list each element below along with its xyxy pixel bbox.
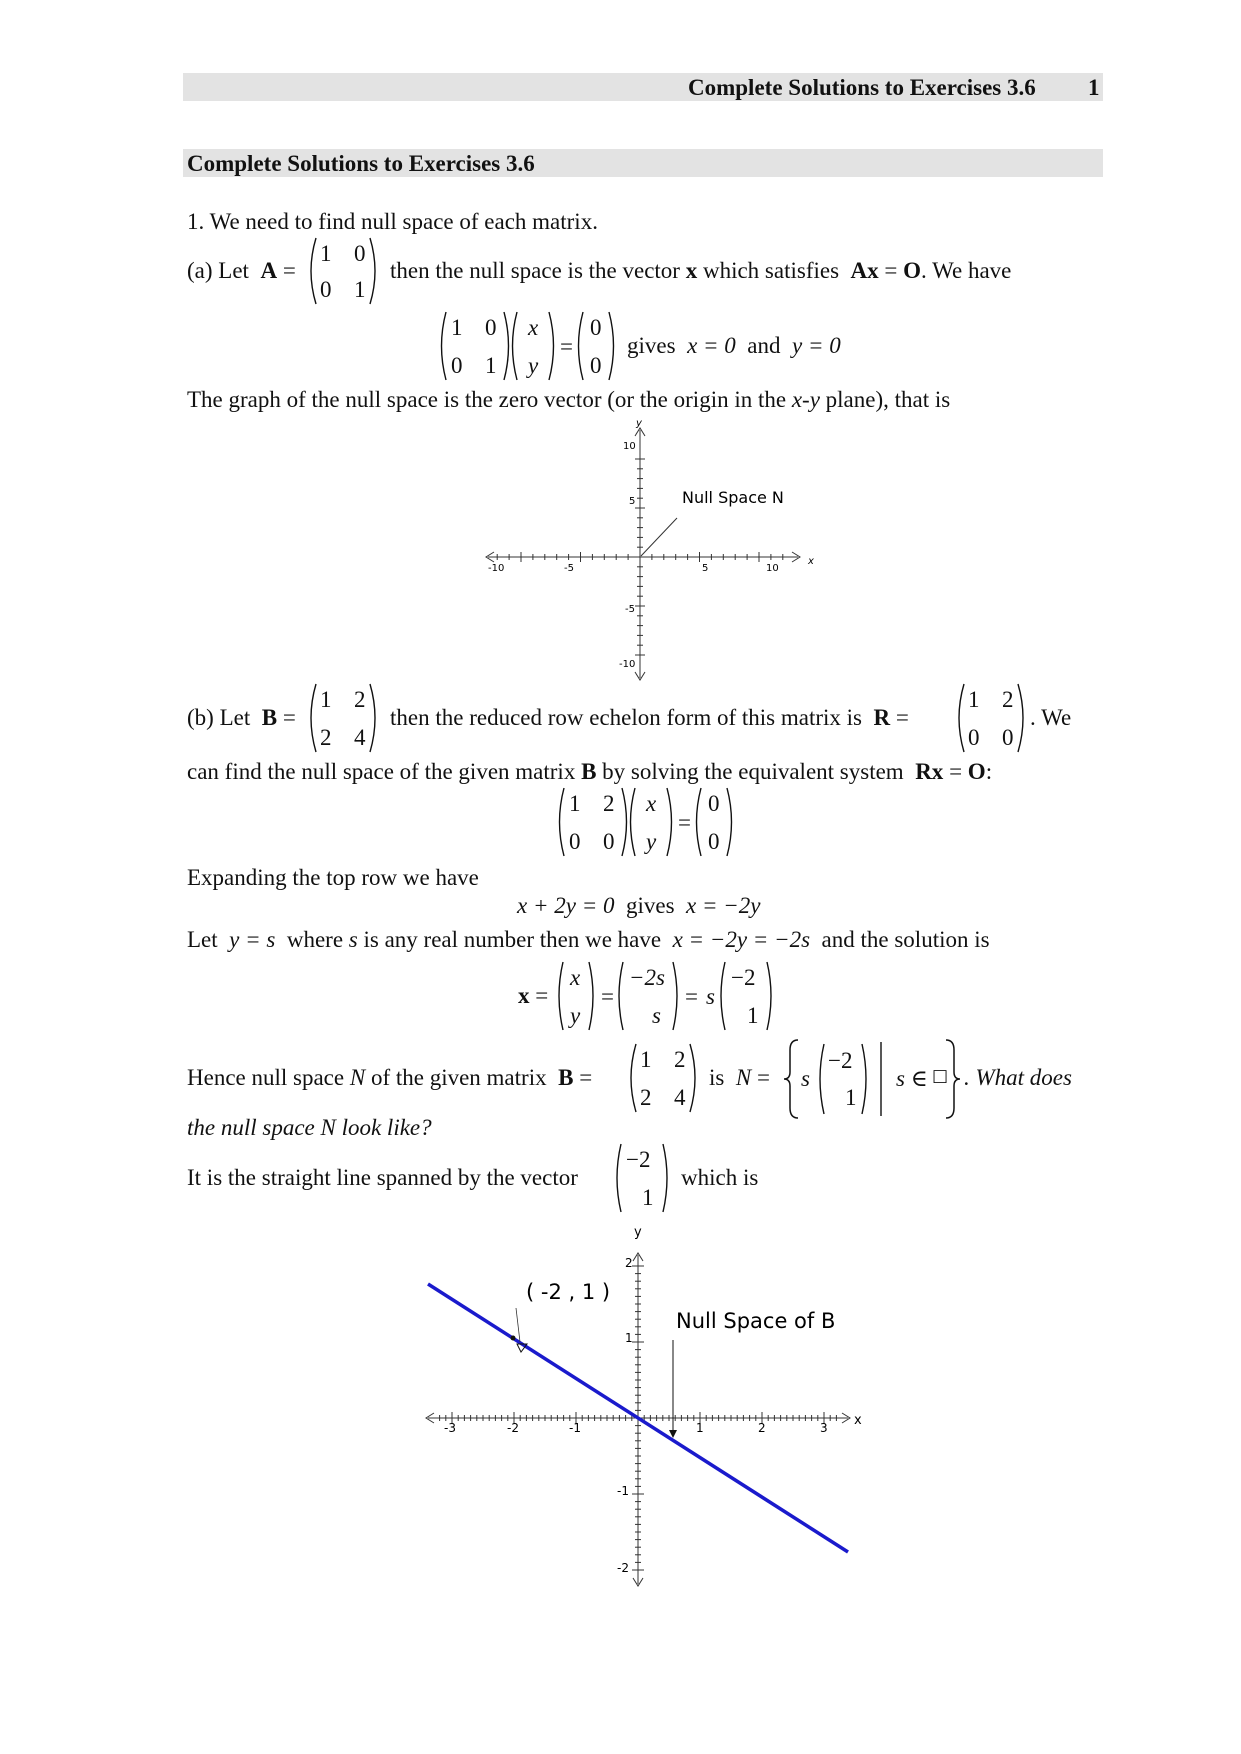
point-marker <box>511 1336 516 1341</box>
section-title: Complete Solutions to Exercises 3.6 <box>187 151 535 176</box>
expanding-text: Expanding the top row we have <box>187 865 479 890</box>
part-b-line-2: can find the null space of the given matrix B by solving the equivalent system Rx = O: <box>187 759 993 784</box>
matrix-a-name: A <box>260 258 278 283</box>
part-a-prefix: (a) Let <box>187 258 249 283</box>
spanned-sentence: It is the straight line spanned by the vector <box>187 1165 578 1190</box>
hence-is: is N = <box>709 1065 770 1090</box>
annotation-leader-line <box>641 518 677 556</box>
graph-sentence: The graph of the null space is the zero vector (or the origin in the x-y plane), that is <box>187 387 951 412</box>
solution-vectors: x y = −2s s = s −2 1 <box>570 965 759 1028</box>
matrix-a: 1 0 0 1 <box>320 241 366 302</box>
y-axis-label: y <box>636 418 642 429</box>
annotation-null-space: Null Space N <box>682 488 784 507</box>
y-tick-label: 5 <box>629 496 636 507</box>
point-leader-line <box>516 1308 520 1342</box>
x-tick-label: -2 <box>507 1421 519 1435</box>
x-tick-label: -10 <box>488 563 505 574</box>
x-tick-label: -3 <box>444 1421 456 1435</box>
page-number: 1 <box>1088 75 1100 100</box>
part-a-text: then the null space is the vector x which satisfies Ax = O. We have <box>390 258 1012 283</box>
x-tick-label: -5 <box>564 563 574 574</box>
matrix-b: 1 2 2 4 <box>320 687 366 750</box>
let-sentence: Let y = s where s is any real number then we have x = −2y = −2s and the solution is <box>187 927 990 952</box>
expanding-equations: x + 2y = 0 gives x = −2y <box>517 893 761 918</box>
x-tick-label: 10 <box>766 563 779 574</box>
annotation-null-space-b: Null Space of B <box>676 1309 836 1333</box>
spanned-vector: −2 1 <box>626 1147 654 1210</box>
system-b: 1 2 0 0 x y = 0 0 <box>569 791 720 854</box>
set-contents: s −2 1 s ∈ □ <box>801 1048 949 1110</box>
x-tick-label: 5 <box>702 563 709 574</box>
point-label: ( -2 , 1 ) <box>526 1280 611 1304</box>
header-title: Complete Solutions to Exercises 3.6 <box>688 75 1036 100</box>
part-b-rref-text: then the reduced row echelon form of this matrix is R = <box>390 705 909 730</box>
question-text-1: . What does <box>964 1065 1072 1090</box>
y-tick-label: -10 <box>619 659 636 670</box>
system-a-result: gives x = 0 and y = 0 <box>627 333 841 358</box>
y-tick-label: 2 <box>625 1256 633 1270</box>
y-tick-label: 10 <box>623 441 636 452</box>
y-tick-label: -2 <box>617 1561 629 1575</box>
x-tick-label: 1 <box>696 1421 704 1435</box>
x-tick-label: -1 <box>569 1421 581 1435</box>
y-tick-label: -5 <box>625 604 635 615</box>
x-axis-label: x <box>854 1413 862 1428</box>
x-axis-label: x <box>808 556 814 567</box>
part-b-we: . We <box>1030 705 1072 730</box>
x-tick-label: 2 <box>758 1421 766 1435</box>
graph-null-space-a <box>480 418 820 683</box>
part-a-line: (a) Let A = <box>187 258 296 283</box>
system-a: 1 0 0 1 x y = 0 0 <box>451 315 602 378</box>
solution-lhs: x = <box>518 983 549 1008</box>
matrix-r: 1 2 0 0 <box>968 687 1014 750</box>
x-tick-label: 3 <box>820 1421 828 1435</box>
question-text-2: the null space N look like? <box>187 1115 432 1140</box>
y-tick-label: 1 <box>625 1331 633 1345</box>
y-tick-label: -1 <box>617 1484 629 1498</box>
hence-matrix: 1 2 2 4 <box>640 1047 686 1110</box>
question-intro: 1. We need to find null space of each matrix. <box>187 209 598 234</box>
graph-null-space-b <box>420 1220 870 1590</box>
part-b-line: (b) Let B = <box>187 705 296 730</box>
y-axis-label: y <box>634 1225 642 1240</box>
hence-sentence: Hence null space N of the given matrix B = <box>187 1065 593 1090</box>
spanned-which-is: which is <box>681 1165 759 1190</box>
